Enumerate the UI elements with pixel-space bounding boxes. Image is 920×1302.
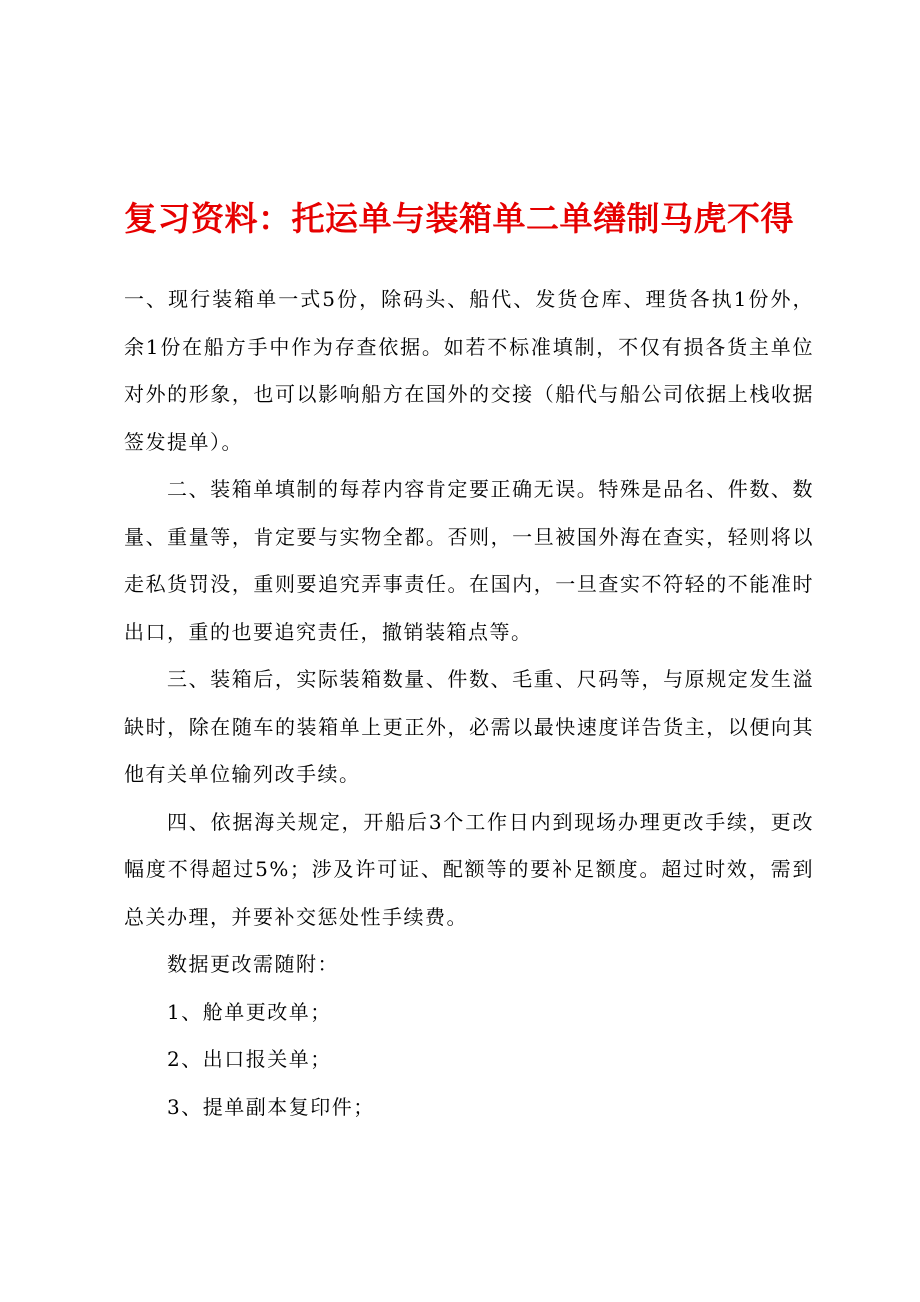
paragraph-3: 三、装箱后，实际装箱数量、件数、毛重、尺码等，与原规定发生溢缺时，除在随车的装箱单上更正外，必需以最快速度详告货主，以便向其他有关单位输列改手续。: [124, 667, 814, 786]
paragraph-4: 四、依据海关规定，开船后3个工作日内到现场办理更改手续，更改幅度不得超过5%；涉及许可证、配额等的要补足额度。超过时效，需到总关办理，并要补交惩处性手续费。: [124, 809, 814, 929]
list-item-2: 2、出口报关单；: [167, 1047, 332, 1071]
document-body: [124, 276, 814, 1131]
paragraph-5: 数据更改需随附：: [167, 952, 339, 976]
list-item-3: 3、提单副本复印件；: [167, 1094, 375, 1119]
paragraph-2: 二、装箱单填制的每荐内容肯定要正确无误。特殊是品名、件数、数量、重量等，肯定要与实物全都。否则，一旦被国外海在查实，轻则将以走私货罚没，重则要追究弄事责任。在国内，一旦查实不符轻的不能准时出口，重的也要追究责任，撤销装箱点等。: [124, 477, 814, 644]
list-item-1: 1、舱单更改单；: [167, 999, 332, 1024]
document-title: 复习资料：托运单与装箱单二单缮制马虎不得: [124, 199, 794, 238]
paragraph-1: 一、现行装箱单一式5份，除码头、船代、发货仓库、理货各执1份外，余1份在船方手中作为存查依据。如若不标准填制，不仅有损各货主单位对外的形象，也可以影响船方在国外的交接（船代与船公司依据上栈收据签发提单）。: [124, 287, 814, 454]
